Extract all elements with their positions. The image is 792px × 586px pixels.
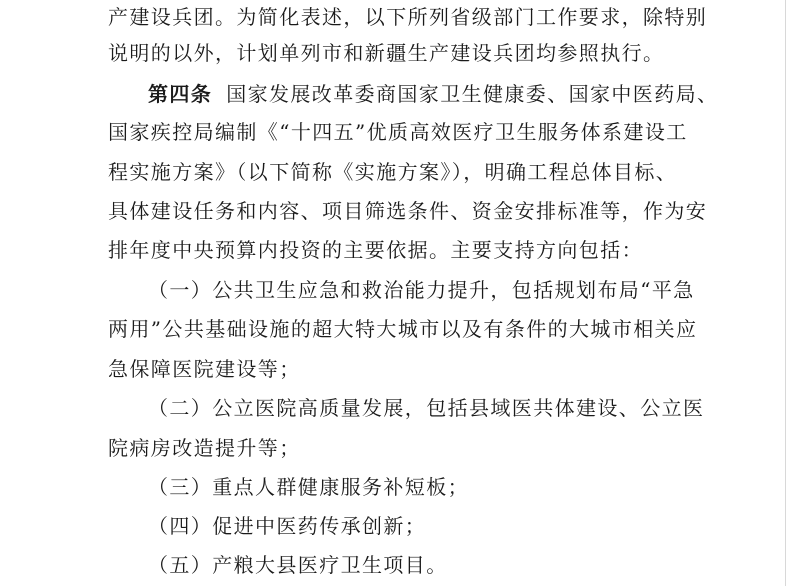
item1-line1: （一）公共卫生应急和救治能力提升，包括规划布局“平急 [148,278,695,302]
item2-line2: 院病房改造提升等； [108,436,301,460]
item1-line3: 急保障医院建设等； [108,357,301,381]
item2-line1: （二）公立医院高质量发展，包括县域医共体建设、公立医 [148,396,705,420]
article-4-line4: 具体建设任务和内容、项目筛选条件、资金安排标准等，作为安 [108,199,708,223]
item1-line2: 两用”公共基础设施的超大特大城市以及有条件的大城市相关应 [108,317,698,341]
para1-line2: 说明的以外，计划单列市和新疆生产建设兵团均参照执行。 [108,41,665,65]
item3-line1: （三）重点人群健康服务补短板； [148,475,469,499]
article-4-line3: 程实施方案》（以下简称《实施方案》），明确工程总体目标、 [108,160,678,184]
page-edge-divider [785,0,786,586]
item4-line1: （四）促进中医药传承创新； [148,514,427,538]
article-4-line2: 国家疾控局编制《“十四五”优质高效医疗卫生服务体系建设工 [108,120,688,144]
para1-line1: 产建设兵团。为简化表述，以下所列省级部门工作要求，除特别 [108,5,708,29]
article-4-line5: 排年度中央预算内投资的主要依据。主要支持方向包括： [108,238,643,262]
item5-line1: （五）产粮大县医疗卫生项目。 [148,553,448,577]
article-4-line1-text: 国家发展改革委商国家卫生健康委、国家中医药局、 [226,82,719,106]
article-4-line1 [148,80,718,108]
article-label: 第四条 [148,82,213,106]
